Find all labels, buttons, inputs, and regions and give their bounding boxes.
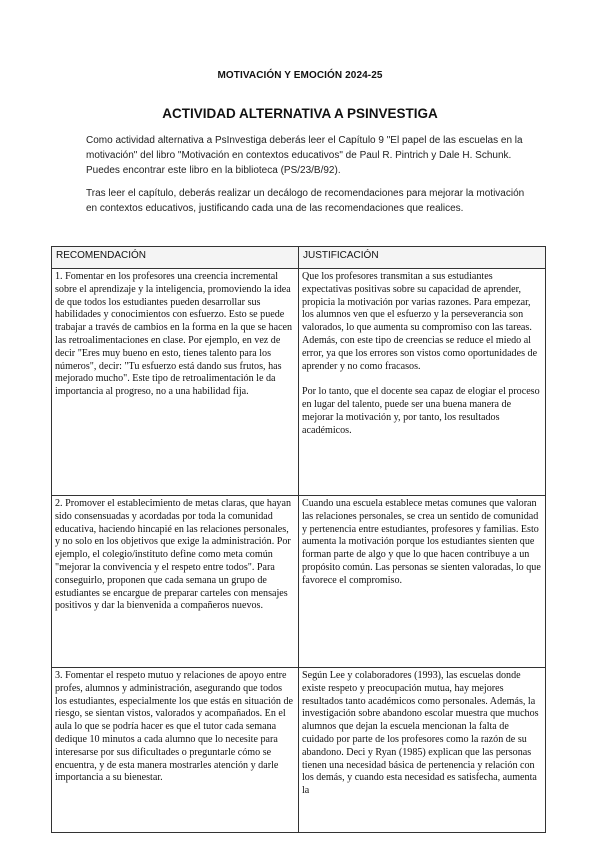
table-row (52, 668, 546, 833)
task-paragraph: Tras leer el capítulo, deberás realizar un decálogo de recomendaciones para mejorar la motivación en contextos educativos, justificando cada una de las recomendaciones que realices. (86, 188, 525, 214)
activity-title: ACTIVIDAD ALTERNATIVA A PSINVESTIGA (162, 106, 438, 121)
recommendation-text: 3. Fomentar el respeto mutuo y relaciones de apoyo entre profes, alumnos y administración, asegurando que todos los estudiantes, especialmente los que estás en situación de riesgo, se sientan vistos, valorados y acompañados. En el aula lo que se podría hacer es que el tutor cada semana dedique 10 minutos a cada alumno que lo necesite para interesarse por sus dificultades o preguntarle cómo se encuentra, y de esta manera mostrarles atención y darle importancia a su bienestar. (55, 670, 293, 784)
recommendation-text: 2. Promover el establecimiento de metas claras, que hayan sido consensuadas y acordadas por toda la comunidad educativa, haciendo hincapié en las relaciones personales, y no solo en los objetivos que exige la administración. Por ejemplo, el colegio/instituto define como meta común "mejorar la convivencia y el respeto entre todos". Para conseguirlo, proponen que cada semana un grupo de estudiantes se encargue de preparar carteles con mensajes positivos y dar la bienvenida a compañeros nuevos. (55, 498, 291, 612)
table-header-row (52, 247, 546, 269)
justification-text: Según Lee y colaboradores (1993), las escuelas donde existe respeto y preocupación mutua, hay mejores resultados tanto académicos como personales. Además, la investigación sobre abandono escolar muestra que muchos alumnos que dejan la escuela mencionan la falta de cuidado por parte de los profesores como la razón de su abandono. Deci y Ryan (1985) explican que las personas tienen una necesidad básica de pertenencia y relación con los demás, y cuando esta necesidad es satisfecha, aumenta la (302, 670, 539, 797)
recommendation-text: 1. Fomentar en los profesores una creencia incremental sobre el aprendizaje y la inteligencia, promoviendo la idea de que todos los estudiantes pueden desarrollar sus habilidades y conocimientos con esfuerzo. Esto se puede trabajar a través de cambios en la forma en la que se hacen las retroalimentaciones en clase. Por ejemplo, en vez de decir "Eres muy bueno en esto, tienes talento para los números", decir: "Tu esfuerzo está dando sus frutos, has mejorado mucho". Este tipo de retroalimentación le da importancia al progreso, no a una habilidad fija. (55, 271, 293, 398)
intro-paragraph: Como actividad alternativa a PsInvestiga deberás leer el Capítulo 9 "El papel de las escuelas en la motivación" del libro "Motivación en contextos educativos" de Paul R. Pintrich y Dale H. Schunk. Puedes encontrar este libro en la biblioteca (PS/23/B/92). (86, 135, 523, 176)
justification-cell (299, 496, 546, 668)
justification-text: Por lo tanto, que el docente sea capaz de elogiar el proceso en lugar del talento, puede ser una buena manera de mejorar la motivación y, por tanto, los resultados académicos. (302, 386, 540, 436)
justification-cell (299, 668, 546, 833)
recommendation-cell (52, 668, 299, 833)
course-header: MOTIVACIÓN Y EMOCIÓN 2024-25 (217, 70, 383, 81)
recommendation-cell (52, 269, 299, 496)
table-row (52, 269, 546, 496)
justification-column-header: JUSTIFICACIÓN (299, 247, 546, 269)
justification-cell (299, 269, 546, 496)
justification-text: Que los profesores transmitan a sus estudiantes expectativas positivas sobre su capacidad de aprender, propicia la motivación por varias razones. Para empezar, los alumnos ven que el esfuerzo y la perseverancia son valorados, lo que aumenta su compromiso con las tareas. Además, con este tipo de creencias se reduce el miedo al error, ya que los errores son vistos como oportunidades de aprender y no como fracasos. (302, 271, 538, 372)
recommendations-table (51, 246, 546, 833)
table-row (52, 496, 546, 668)
recommendation-column-header: RECOMENDACIÓN (52, 247, 299, 269)
justification-text: Cuando una escuela establece metas comunes que valoran las relaciones personales, se crea un sentido de comunidad y pertenencia entre estudiantes, profesores y familias. Esto aumenta la motivación porque los estudiantes sienten que forman parte de algo y que lo que hacen contribuye a un propósito común. Las personas se sienten valoradas, lo que favorece el compromiso. (302, 498, 541, 586)
recommendation-cell (52, 496, 299, 668)
